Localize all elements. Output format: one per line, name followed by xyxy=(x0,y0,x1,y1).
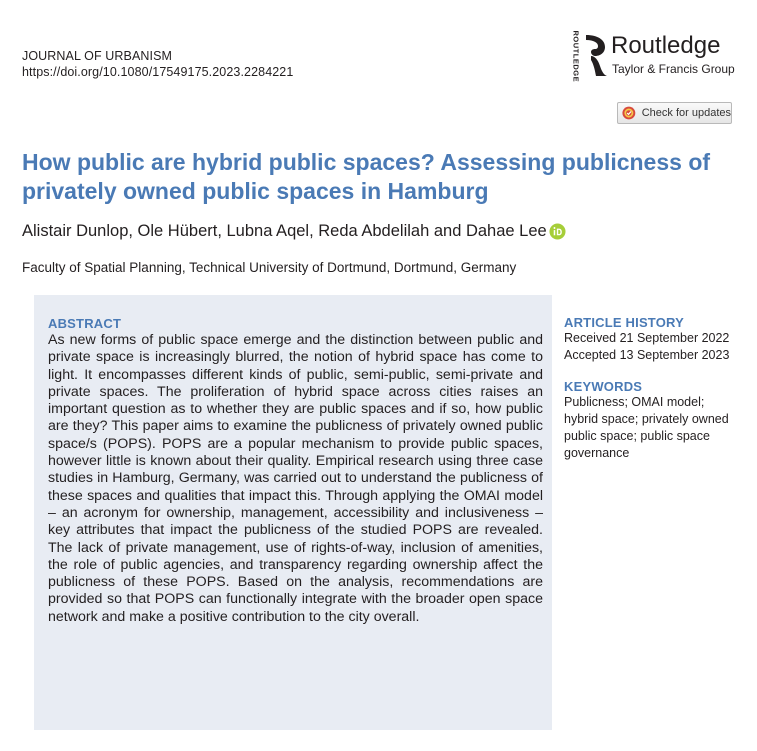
routledge-logo-icon xyxy=(582,32,608,78)
abstract-text: As new forms of public space emerge and the distinction between public and private space is increasingly blurred, the notion of hybrid space has come to light. It encompasses different kinds of public, semi-public, semi-private and private spaces. The proliferation of hybrid space across cities raises an important question as to whether they are public spaces and if so, how public are they? This paper aims to examine the publicness of privately owned public space/s (POPS). POPS are a popular mechanism to provide public spaces, however little is known about their quality. Empirical research using three case studies in Hamburg, Germany, was carried out to understand the publicness of these spaces and qualities that impact this. Through applying the OMAI model – an acronym for ownership, management, accessibility and inclusiveness – key attributes that impact the publicness of the studied POPS are revealed. The lack of private management, use of rights-of-way, inclusion of amenities, the role of public agencies, and transparency regarding ownership affect the publicness of these POPS. Based on the analysis, recommendations are provided so that POPS can functionally integrate with the broader open space network and make a positive contribution to the city overall. xyxy=(48,332,543,625)
logo-side-text: ROUTLEDGE xyxy=(571,30,581,83)
check-updates-icon xyxy=(622,105,636,121)
received-date: Received 21 September 2022 xyxy=(564,331,730,345)
journal-name: JOURNAL OF URBANISM xyxy=(22,49,173,63)
keywords-heading: KEYWORDS xyxy=(564,379,643,394)
check-for-updates-label: Check for updates xyxy=(641,107,731,119)
abstract-panel xyxy=(34,295,552,730)
publisher-logo[interactable] xyxy=(568,30,738,83)
publisher-group: Taylor & Francis Group xyxy=(612,62,735,76)
article-history xyxy=(564,315,749,364)
history-heading: ARTICLE HISTORY xyxy=(564,315,685,330)
accepted-date: Accepted 13 September 2023 xyxy=(564,348,730,362)
orcid-icon[interactable] xyxy=(549,223,566,240)
author-list xyxy=(22,220,566,242)
keywords-section xyxy=(564,379,749,462)
article-title: How public are hybrid public spaces? Assessing publicness of privately owned public spaces in Hamburg xyxy=(22,149,711,204)
journal-header xyxy=(22,48,293,80)
author-affiliation: Faculty of Spatial Planning, Technical University of Dortmund, Dortmund, Germany xyxy=(22,260,517,275)
authors-text: Alistair Dunlop, Ole Hübert, Lubna Aqel, Reda Abdelilah and Dahae Lee xyxy=(22,222,547,240)
publisher-name: Routledge xyxy=(611,32,721,59)
check-for-updates-button[interactable] xyxy=(617,102,732,124)
keywords-text: Publicness; OMAI model; hybrid space; privately owned public space; public space governance xyxy=(564,395,729,460)
journal-doi-link[interactable]: https://doi.org/10.1080/17549175.2023.2284221 xyxy=(22,65,294,79)
abstract-heading: ABSTRACT xyxy=(48,316,122,331)
